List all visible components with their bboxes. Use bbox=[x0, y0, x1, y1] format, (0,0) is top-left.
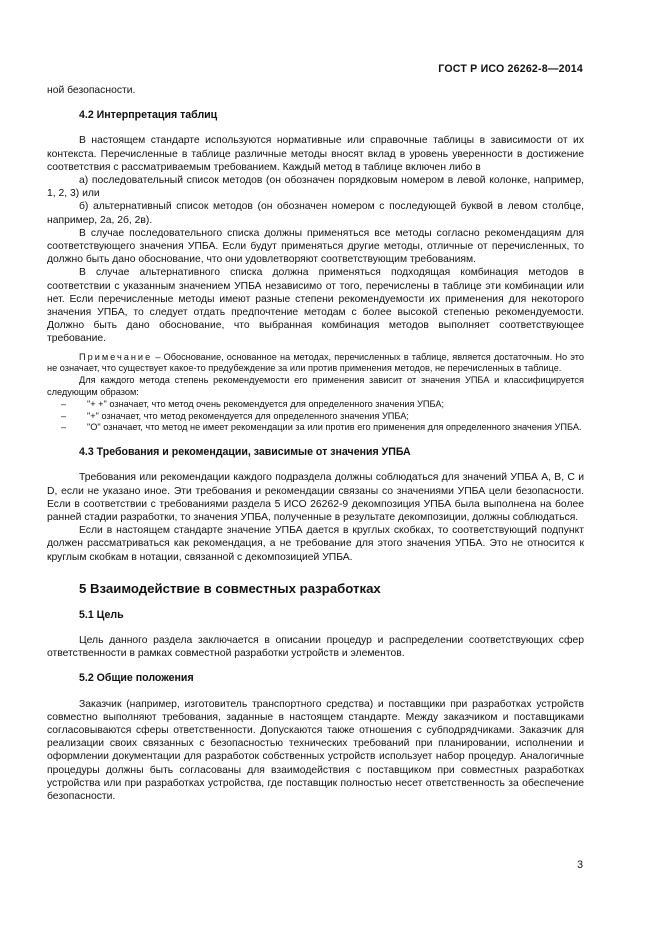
list-item-a: а) последовательный список методов (он обозначен порядковым номером в левой колонке, например, 1, 2, 3) или bbox=[47, 175, 584, 200]
dash-item-2: – "+" означает, что метод рекомендуется для определенного значения УПБА; bbox=[47, 411, 584, 423]
section-5-1-paragraph: Цель данного раздела заключается в описании процедур и распределении соответствующих сфер ответственности в рамках совместной разработки устройств и элементов. bbox=[47, 635, 584, 660]
note-text: – Обоснование, основанное на методах, перечисленных в таблице, является достаточным. Но это не означает, что существует какое-то предубеждение за или против применения методов, не перечисленных в таблице. bbox=[47, 351, 584, 374]
section-4-3-paragraph-2: Если в настоящем стандарте значение УПБА дается в круглых скобках, то соответствующий подпункт должен рассматриваться как рекомендация, а не требование для этого значения УПБА. Это не относится к круглым скобкам в нотации, связанной с декомпозицией УПБА. bbox=[47, 525, 584, 563]
page-number: 3 bbox=[577, 859, 583, 871]
section-4-3-heading: 4.3 Требования и рекомендации, зависимые от значения УПБА bbox=[79, 446, 411, 459]
note-label: Примечание bbox=[79, 351, 153, 362]
section-5-2-paragraph: Заказчик (например, изготовитель транспортного средства) и поставщики при разработках устройств совместно выполняют требования, заданные в настоящем стандарте. Между заказчиком и поставщиками согласовываются сферы ответственности. Допускаются также отношения с субподрядчиками. Заказчик для реализации своих связанных с безопасностью технических требований при планировании, исполнении и оформлении документации для разработок собственных устройств использует набор процедур. Аналогичные процедуры должны быть согласованы для взаимодействия с поставщиком при совместных разработках устройства или при разработках устройства, где поставщик полностью несет ответственность за обеспечение безопасности. bbox=[47, 698, 584, 803]
dash-marker: – bbox=[61, 422, 67, 433]
paragraph-continuation: ной безопасности. bbox=[47, 85, 136, 96]
section-4-3-paragraph-1: Требования или рекомендации каждого подраздела должны соблюдаться для значений УПБА А, В, С и D, если не указано иное. Эти требования и рекомендации связаны со значениями УПБА цели безопасности. Если в соответствии с требованиями раздела 5 ИСО 26262-9 декомпозиция УПБА была выполнена на более ранней стадии разработки, то значения УПБА, полученные в результате декомпозиции, должны соблюдаться. bbox=[47, 472, 584, 524]
dash-item-1: – "+ +" означает, что метод очень рекомендуется для определенного значения УПБА; bbox=[47, 399, 584, 411]
section-5-1-heading: 5.1 Цель bbox=[79, 608, 124, 621]
note-paragraph bbox=[47, 352, 584, 376]
section-4-2-heading: 4.2 Интерпретация таблиц bbox=[79, 109, 218, 122]
section-4-2-paragraph-2: В случае последовательного списка должны применяться все методы согласно рекомендациям для соответствующего значения УПБА. Если будут применяться другие методы, отличные от перечисленных, то должно быть дано обоснование, что они удовлетворяют соответствующим требованиям. bbox=[47, 227, 584, 266]
section-4-2-paragraph-3: В случае альтернативного списка должна применяться подходящая комбинация методов в соответствии с указанным значением УПБА независимо от того, перечислены в таблице эти комбинации или нет. Если перечисленные методы имеют разные степени рекомендуемости их применения для некоторого значения УПБА, то следует отдать предпочтение методам с более высокой степенью рекомендуемости. Должно быть дано обоснование, что выбранная комбинация методов выполняет соответствующее требование. bbox=[47, 267, 584, 345]
dash-item-3: – "О" означает, что метод не имеет рекомендации за или против его применения для определенного значения УПБА. bbox=[47, 422, 584, 434]
section-5-heading: 5 Взаимодействие в совместных разработках bbox=[79, 580, 381, 596]
note-paragraph-2: Для каждого метода степень рекомендуемости его применения зависит от значения УПБА и классифицируется следующим образом: bbox=[47, 375, 584, 398]
page-content bbox=[47, 84, 584, 803]
dash-marker: – bbox=[61, 398, 67, 409]
running-header: ГОСТ Р ИСО 26262-8—2014 bbox=[438, 63, 583, 75]
dash-marker: – bbox=[61, 410, 67, 421]
section-5-2-heading: 5.2 Общие положения bbox=[79, 672, 194, 685]
list-item-b: б) альтернативный список методов (он обозначен номером с последующей буквой в левом столбце, например, 2а, 2б, 2в). bbox=[47, 201, 584, 226]
section-4-2-paragraph-1: В настоящем стандарте используются нормативные или справочные таблицы в зависимости от их контекста. Перечисленные в таблице различные методы вносят вклад в уровень уверенности в достижение соответствия с рассматриваемым требованием. Каждый метод в таблице включен либо в bbox=[47, 135, 584, 173]
